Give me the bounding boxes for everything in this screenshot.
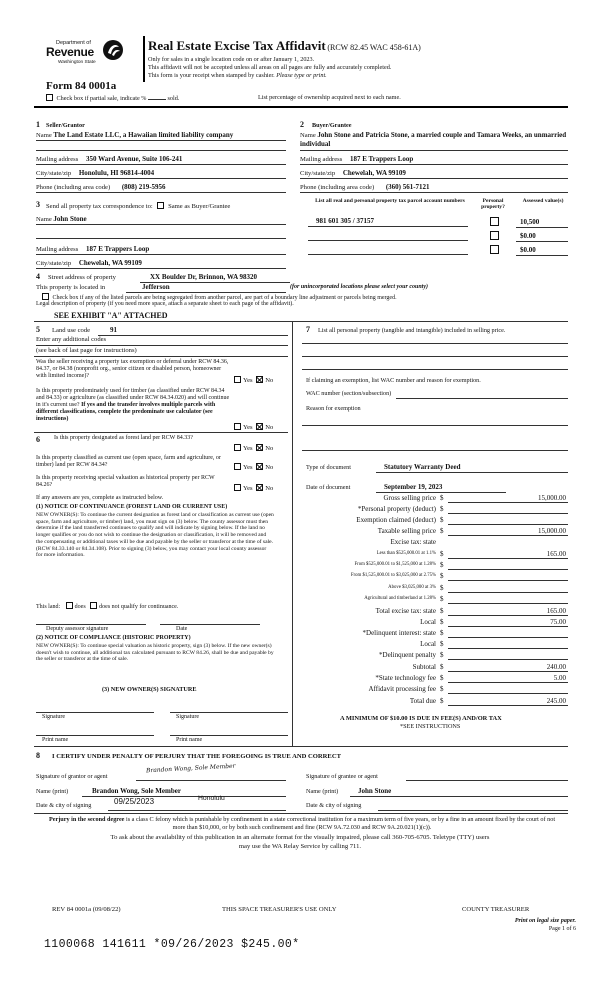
grantor-date-line (108, 810, 286, 811)
grantor-name-value[interactable]: Brandon Wong, Sole Member (92, 787, 181, 795)
deputy-sig-label: Deputy assessor signature (46, 626, 109, 632)
buyer-city-value[interactable]: Chewelah, WA 99109 (342, 169, 406, 177)
current-use-no-label: No (265, 464, 274, 471)
timber-question-text: Is this property predominately used for timber (as classified under RCW 84.34 and 84.33) or agriculture (as classified under RCW 84.34.020) and will continue in it's current use? (36, 388, 230, 408)
fee-dollar-sign: $ (440, 697, 444, 705)
doc-type-line (376, 472, 568, 473)
buyer-phone-value[interactable]: (360) 561-7121 (385, 183, 430, 191)
fee-line (448, 558, 568, 559)
buyer-city-line (300, 178, 568, 179)
revenue-logo (44, 38, 124, 74)
section-8-number: 8 (36, 751, 40, 760)
historic-yes-checkbox[interactable] (234, 484, 241, 491)
s7-line-1 (302, 343, 568, 344)
fee-label: From $525,000.01 to $1,525,000 at 1.28% (354, 562, 436, 567)
fee-dollar-sign: $ (440, 651, 444, 659)
grantor-handwritten-signature[interactable]: Brandon Wong, Sole Member (145, 762, 236, 775)
fee-line (448, 659, 568, 660)
section-5-number: 5 (36, 325, 40, 334)
located-label: This property is located in (36, 284, 106, 291)
tax-corr-city-value[interactable]: Chewelah, WA 99109 (78, 259, 142, 267)
fee-amount[interactable]: 165.00 (546, 607, 566, 615)
fee-label: Gross selling price (383, 494, 436, 502)
personal-col-header: Personal property? (481, 198, 505, 211)
fee-label: Subtotal (412, 663, 436, 671)
fee-label: *Personal property (deduct) (357, 505, 436, 513)
new-owner-sig-heading: (3) NEW OWNER(S) SIGNATURE (102, 686, 197, 693)
legal-paper-note: Print on legal size paper. (514, 918, 576, 924)
header-divider (143, 36, 145, 82)
buyer-heading: Buyer/Grantee (312, 122, 352, 129)
see-back-note: (see back of last page for instructions) (36, 347, 137, 354)
seller-name-line (36, 140, 286, 141)
wac-label: WAC number (section/subsection) (306, 390, 392, 397)
grantor-sig-line (136, 780, 286, 781)
seller-heading: Seller/Grantor (46, 122, 85, 129)
fee-line (448, 693, 568, 694)
fee-dollar-sign: $ (440, 527, 444, 535)
treasurer-use-text: THIS SPACE TREASURER'S USE ONLY (222, 906, 337, 913)
fee-label: Above $3,025,000 at 3% (388, 585, 436, 590)
fee-label: Affidavit processing fee (368, 685, 436, 693)
fee-label: *Delinquent penalty (379, 651, 436, 659)
owner-print-label-2: Print name (176, 737, 203, 743)
cashier-stamp: 1100068 141611 *09/26/2023 $245.00* (44, 938, 300, 951)
section-2-number: 2 (300, 120, 304, 129)
land-use-label: Land use code (52, 327, 91, 334)
seller-phone-value[interactable]: (808) 219-5956 (121, 183, 166, 191)
current-use-yes-no (234, 463, 273, 472)
fee-dollar-sign: $ (440, 584, 444, 592)
buyer-phone-row (300, 183, 430, 192)
segregated-checkbox[interactable] (42, 293, 49, 300)
dept-state: Washington State (58, 60, 96, 65)
form-number: Form 84 0001a (46, 80, 117, 92)
buyer-mailing-label: Mailing address (300, 156, 343, 163)
seller-city-row (36, 169, 154, 178)
fee-amount[interactable]: 240.00 (546, 663, 566, 671)
fee-label: Exemption claimed (deduct) (356, 516, 436, 524)
historic-yes-label: Yes (243, 485, 253, 492)
section-4-number: 4 (36, 272, 40, 281)
personal-property-checkbox-1[interactable] (490, 217, 499, 226)
revenue-seal-icon (102, 39, 124, 61)
timber-no-checkbox[interactable] (256, 423, 263, 430)
grantee-name-value[interactable]: John Stone (358, 787, 392, 795)
fee-minimum-note: A MINIMUM OF $10.00 IS DUE IN FEE(S) AND/OR TAX (340, 715, 502, 722)
buyer-city-label: City/state/zip (300, 170, 336, 177)
grantor-name-line (82, 796, 286, 797)
partial-sale-percent-field[interactable] (148, 99, 166, 100)
parcel-line-1 (308, 226, 468, 227)
fee-label: Agricultural and timberland at 1.28% (364, 596, 436, 601)
doc-date-value[interactable]: September 19, 2023 (384, 483, 443, 491)
seller-mailing-line (36, 164, 286, 165)
doc-type-label: Type of document (306, 464, 351, 471)
partial-sale-sold: sold. (167, 95, 180, 102)
owner-sig-label-1: Signature (42, 714, 65, 720)
partial-sale-label: Check box if partial sale, indicate % (56, 95, 147, 102)
seller-name-value[interactable]: The Land Estate LLC, a Hawaiian limited liability company (53, 131, 234, 139)
deputy-date-line (160, 624, 260, 625)
fee-dollar-sign: $ (440, 572, 444, 580)
seller-city-label: City/state/zip (36, 170, 72, 177)
header-note-3-italic: Please type or print. (276, 72, 327, 79)
fee-line (448, 648, 568, 649)
exemption-no-label: No (265, 377, 274, 384)
tax-corr-city-row (36, 259, 142, 268)
section-5-bottom-rule (34, 432, 288, 433)
owner-print-line-2 (170, 735, 288, 736)
fee-dollar-sign: $ (440, 550, 444, 558)
seller-phone-row (36, 183, 166, 192)
header-note-1: Only for sales in a single location code on or after January 1, 2023. (148, 56, 315, 63)
this-land-row (36, 602, 178, 611)
timber-yes-no (234, 423, 273, 432)
fee-line (448, 671, 568, 672)
assessed-line-2 (516, 241, 568, 242)
fee-amount[interactable]: 75.00 (550, 618, 566, 626)
rcw-ref: (RCW 82.45 WAC 458-61A) (327, 43, 421, 52)
grantor-sig-label: Signature of grantor or agent (36, 773, 108, 780)
fee-line (448, 705, 568, 706)
section-8-top-rule (34, 746, 568, 747)
deputy-date-label: Date (176, 626, 188, 632)
buyer-name-row (300, 131, 568, 148)
same-as-buyer-label: Same as Buyer/Grantee (168, 203, 231, 210)
tax-corr-heading: Send all property tax correspondence to: (46, 203, 153, 210)
fee-label: Taxable selling price (377, 527, 436, 535)
tax-corr-mailing-row (36, 245, 149, 254)
grantor-date-label: Date & city of signing (36, 802, 92, 809)
answer-note: If any answers are yes, complete as instructed below. (36, 495, 164, 501)
assessed-col-header: Assessed value(s) (522, 198, 564, 204)
tax-corr-city-line (36, 268, 286, 269)
owner-sig-line-2 (170, 712, 288, 713)
land-does-checkbox[interactable] (66, 602, 73, 609)
fee-line (448, 615, 568, 616)
assessed-value-3[interactable]: $0.00 (520, 246, 536, 254)
exhibit-text: SEE EXHIBIT "A" ATTACHED (54, 311, 168, 320)
section-5-sub-rule (34, 356, 288, 357)
buyer-name-value[interactable]: John Stone and Patricia Stone, a married couple and Tamara Weeks, an unmarried individual (300, 131, 567, 148)
current-use-question: Is this property classified as current use (open space, farm and agriculture, or timber) land per RCW 84.34? (36, 455, 221, 468)
fee-amount[interactable]: 15,000.00 (538, 494, 566, 502)
county-treasurer-text: COUNTY TREASURER (462, 906, 530, 913)
assessed-value-2[interactable]: $0.00 (520, 232, 536, 240)
notice-1-text: NEW OWNER(S): To continue the current designation as forest land or classification as current use (open space, farm and agriculture, or timber) land, you must sign on (3) below. The county assessor must then determine if the land transferred continues to qualify and will indicate by signing below. If the land no longer qualifies or you do not wish to continue the designation or classification, it will be removed and the compensating or additional taxes will be due and payable by the seller or transferor at the time of sale. (RCW 84.33.140 or 84.34.108). Prior to signing (3) below, you may contact your local county assessor for more information. (36, 512, 274, 559)
perjury-text (42, 816, 562, 832)
grantee-name-line (350, 796, 568, 797)
current-use-no-checkbox[interactable] (256, 463, 263, 470)
section-7-number: 7 (306, 325, 310, 334)
fee-line (448, 524, 568, 525)
personal-property-checkbox-2[interactable] (490, 231, 499, 240)
forest-yes-checkbox[interactable] (234, 444, 241, 451)
additional-codes-line (36, 345, 288, 346)
historic-no-label: No (265, 485, 274, 492)
fee-label: *State technology fee (375, 674, 436, 682)
deputy-sig-line (36, 624, 146, 625)
fee-label: *Delinquent interest: state (362, 629, 436, 637)
timber-question (36, 388, 232, 422)
legal-desc-label: Legal description of property (if you need more space, attach a separate sheet to each page of the affidavit). (36, 301, 294, 307)
section-1-number: 1 (36, 120, 40, 129)
buyer-mailing-line (300, 164, 568, 165)
parcel-number-1[interactable]: 981 601 305 / 37157 (316, 217, 374, 225)
fee-dollar-sign: $ (440, 685, 444, 693)
perjury-body: is a class C felony which is punishable by confinement in a state correctional institution for a maximum term of five years, or by a fine in an amount fixed by the court of not more than $10,000, or by both such confinement and fine (RCW 9A.72.030 and RCW 9A.20.021(1)(c)). (124, 816, 556, 832)
exemption-yes-checkbox[interactable] (234, 376, 241, 383)
historic-question: Is this property receiving special valuation as historical property per RCW 84.26? (36, 475, 215, 488)
timber-yes-checkbox[interactable] (234, 423, 241, 430)
tax-corr-mailing-line (36, 254, 286, 255)
perjury-bold: Perjury in the second degree (48, 816, 125, 823)
fee-see-instructions: *SEE INSTRUCTIONS (400, 723, 461, 730)
partial-sale-row (46, 94, 179, 102)
page-title (148, 39, 421, 54)
seller-mailing-label: Mailing address (36, 156, 79, 163)
header-note-2: This affidavit will not be accepted unless all areas on all pages are fully and accurately completed. (148, 64, 392, 71)
alt-format-text: To ask about the availability of this publication in an alternate format for the visually impaired, please call 360-705-6705. Teletype (TTY) users may use the WA Relay Service by calling 711. (110, 834, 490, 851)
tax-corr-mailing-label: Mailing address (36, 246, 79, 253)
fee-label: Local (420, 640, 436, 648)
s7-line-3 (302, 369, 568, 370)
assessed-value-1[interactable]: 10,500 (520, 218, 540, 226)
fee-line (448, 513, 568, 514)
fee-label: Total due (409, 697, 436, 705)
land-does-label: does (74, 604, 86, 610)
forest-no-label: No (265, 445, 274, 452)
timber-question-bold: If yes and the transfer involves multiple parcels with different classifications, complete the predominate use calculator (see instructions) (36, 401, 216, 422)
seller-phone-label: Phone (including area code) (36, 184, 111, 191)
this-land-label: This land: (36, 604, 61, 610)
fee-dollar-sign: $ (440, 629, 444, 637)
tax-corr-name-value[interactable]: John Stone (53, 215, 87, 223)
seller-name-label: Name (36, 132, 52, 139)
notice-1-title: (1) NOTICE OF CONTINUANCE (FOREST LAND OR CURRENT USE) (36, 504, 228, 510)
seller-mailing-row (36, 155, 182, 164)
fee-dollar-sign: $ (440, 607, 444, 615)
buyer-phone-label: Phone (including area code) (300, 184, 375, 191)
seller-phone-line (36, 192, 286, 193)
unincorporated-note: (for unincorporated locations please select your county) (290, 284, 428, 290)
rev-number: REV 84 0001a (09/08/22) (52, 906, 121, 913)
section-3-number: 3 (36, 200, 40, 209)
owner-print-line-1 (36, 735, 154, 736)
parcel-col-header: List all real and personal property tax parcel account numbers (315, 198, 465, 204)
fee-label: From $1,525,000.01 to $3,025,000 at 2.75% (350, 573, 436, 578)
section-4-bottom-rule (34, 321, 568, 322)
fee-line (448, 502, 568, 503)
notice-2-title: (2) NOTICE OF COMPLIANCE (HISTORIC PROPERTY) (36, 635, 191, 641)
fee-line (448, 682, 568, 683)
fee-label: Excise tax: state (390, 538, 436, 546)
title-text: Real Estate Excise Tax Affidavit (148, 38, 326, 53)
fee-line (448, 592, 568, 593)
exemption-claim-label: If claiming an exemption, list WAC number and reason for exemption. (306, 377, 481, 384)
doc-date-line (376, 492, 506, 493)
fee-label: Local (420, 618, 436, 626)
personal-property-heading: List all personal property (tangible and intangible) included in selling price. (318, 327, 506, 334)
reason-line-1 (302, 425, 568, 426)
land-does-not-label: does not qualify for continuance. (99, 604, 179, 610)
header-note-3 (148, 72, 327, 79)
fee-dollar-sign: $ (440, 505, 444, 513)
fee-line (448, 603, 568, 604)
fee-dollar-sign: $ (440, 618, 444, 626)
seller-name-row (36, 131, 233, 140)
wac-line (396, 398, 568, 399)
fee-dollar-sign: $ (440, 640, 444, 648)
additional-codes-label: Enter any additional codes (36, 336, 107, 343)
fee-line (448, 626, 568, 627)
doc-type-value[interactable]: Statutory Warranty Deed (384, 463, 461, 471)
assessed-line-3 (516, 255, 568, 256)
timber-no-label: No (265, 424, 274, 431)
exemption-question: Was the seller receiving a property tax exemption or deferral under RCW 84.36, 84.37, or 84.38 (nonprofit org., senior citizen or disabled person, homeowner with limited income)? (36, 359, 229, 379)
doc-date-label: Date of document (306, 484, 351, 491)
buyer-mailing-row (300, 155, 413, 164)
timber-yes-label: Yes (243, 424, 253, 431)
header-rule (34, 106, 568, 108)
fee-dollar-sign: $ (440, 674, 444, 682)
segregated-label: Check box if any of the listed parcels are being segregated from another parcel, are part of a boundary line adjustment or parcels being merged. (52, 295, 397, 301)
assessed-line-1 (516, 227, 568, 228)
tax-corr-city-label: City/state/zip (36, 260, 72, 267)
header-note-3-text: This form is your receipt when stamped by cashier. (148, 72, 275, 79)
current-use-yes-label: Yes (243, 464, 253, 471)
tax-corr-mailing-value[interactable]: 187 E Trappers Loop (85, 245, 150, 253)
owner-sig-line-1 (36, 712, 154, 713)
fee-amount[interactable]: 165.00 (546, 550, 566, 558)
grantee-name-label: Name (print) (306, 788, 339, 795)
tax-corr-heading-row (46, 202, 230, 211)
land-use-value[interactable]: 91 (110, 326, 117, 334)
dept-name: Revenue (46, 45, 94, 59)
same-as-buyer-checkbox[interactable] (157, 202, 164, 209)
forest-no-checkbox[interactable] (256, 444, 263, 451)
forest-yes-no (234, 444, 273, 453)
buyer-name-label: Name (300, 132, 316, 139)
buyer-phone-line (300, 192, 568, 193)
land-use-line (98, 335, 288, 336)
street-label: Street address of property (48, 274, 116, 281)
notice-2-text: NEW OWNER(S): To continue special valuation as historic property, sign (3) below. If the new owner(s) doesn't wish to continue, all additional tax calculated pursuant to RCW 84.26, shall be due and payable by the seller or transferor at the time of sale. (36, 643, 274, 663)
exemption-yes-label: Yes (243, 377, 253, 384)
historic-yes-no (234, 484, 273, 493)
page-number: Page 1 of 6 (548, 926, 576, 932)
grantee-sig-label: Signature of grantee or agent (306, 773, 378, 780)
section-6-number: 6 (36, 435, 40, 444)
ownership-note: List percentage of ownership acquired next to each name. (258, 94, 401, 101)
dept-line: Department of (56, 40, 91, 46)
personal-property-checkbox-3[interactable] (490, 245, 499, 254)
fee-amount[interactable]: 5.00 (553, 674, 566, 682)
seller-city-line (36, 178, 286, 179)
tax-corr-name-line-2 (36, 238, 286, 239)
reason-line-2 (302, 450, 568, 451)
forest-yes-label: Yes (243, 445, 253, 452)
grantor-date-value[interactable]: 09/25/2023 (114, 797, 155, 806)
s7-line-2 (302, 356, 568, 357)
grantee-sig-line (406, 780, 568, 781)
perjury-top-rule (34, 813, 568, 814)
seller-mailing-value[interactable]: 350 Ward Avenue, Suite 106-241 (85, 155, 183, 163)
tax-corr-name-line (36, 224, 286, 225)
tax-corr-name-row (36, 215, 87, 224)
parcel-line-3 (308, 254, 468, 255)
fee-line (448, 637, 568, 638)
exemption-no-checkbox[interactable] (256, 376, 263, 383)
fee-dollar-sign: $ (440, 494, 444, 502)
owner-print-label-1: Print name (42, 737, 69, 743)
fee-line (448, 535, 568, 536)
fee-amount[interactable]: 245.00 (546, 697, 566, 705)
exemption-yes-no (234, 376, 273, 385)
buyer-city-row (300, 169, 406, 178)
fee-dollar-sign: $ (440, 561, 444, 569)
seller-name-line-2 (36, 150, 286, 151)
tax-corr-name-label: Name (36, 216, 52, 223)
grantor-city-value[interactable]: Honolulu (198, 795, 225, 802)
forest-question: Is this property designated as forest land per RCW 84.33? (54, 435, 193, 441)
grantee-date-line (378, 810, 568, 811)
parcel-line-2 (308, 240, 468, 241)
fee-dollar-sign: $ (440, 516, 444, 524)
street-address-value[interactable]: XX Boulder Dr, Brinnon, WA 98320 (150, 273, 258, 281)
owner-sig-label-2: Signature (176, 714, 199, 720)
fee-line (448, 569, 568, 570)
buyer-mailing-value[interactable]: 187 E Trappers Loop (349, 155, 414, 163)
reason-label: Reason for exemption (306, 405, 361, 412)
buyer-name-line (300, 150, 568, 151)
certify-text: I CERTIFY UNDER PENALTY OF PERJURY THAT THE FOREGOING IS TRUE AND CORRECT (52, 753, 341, 760)
historic-no-checkbox[interactable] (256, 484, 263, 491)
fee-dollar-sign: $ (440, 595, 444, 603)
seller-city-value[interactable]: Honolulu, HI 96814-4004 (78, 169, 155, 177)
grantor-name-label: Name (print) (36, 788, 69, 795)
fee-label: Less than $525,000.01 at 1.1% (376, 551, 436, 556)
fee-dollar-sign: $ (440, 663, 444, 671)
fee-line (448, 580, 568, 581)
fee-amount[interactable]: 15,000.00 (538, 527, 566, 535)
land-does-not-checkbox[interactable] (90, 602, 97, 609)
fee-label: Total excise tax: state (375, 607, 436, 615)
located-county-value[interactable]: Jefferson (142, 283, 170, 291)
current-use-yes-checkbox[interactable] (234, 463, 241, 470)
grantee-date-label: Date & city of signing (306, 802, 362, 809)
partial-sale-checkbox[interactable] (46, 94, 53, 101)
